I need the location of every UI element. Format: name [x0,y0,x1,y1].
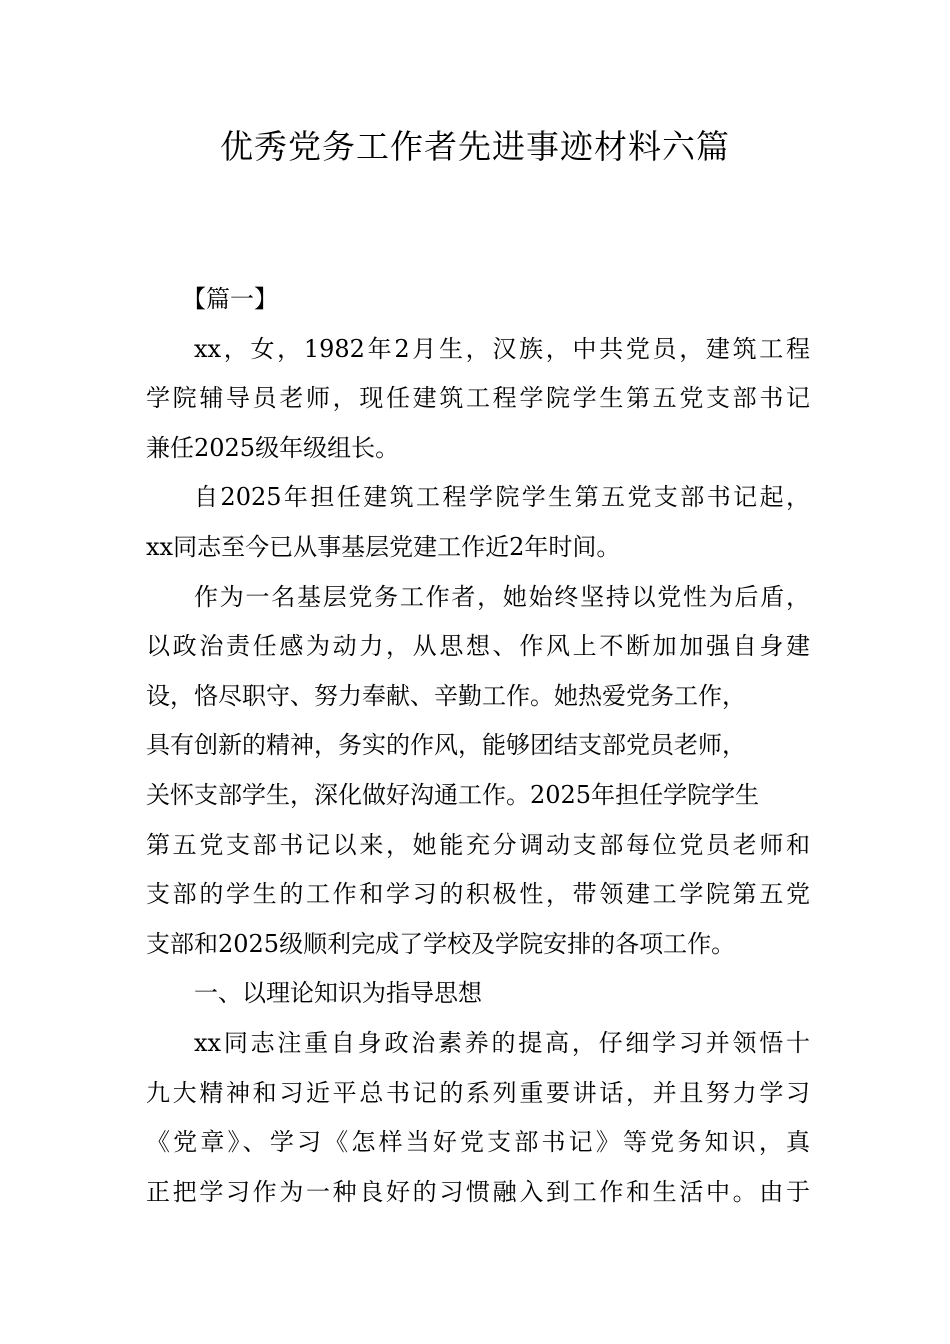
paragraph-line: 九大精神和习近平总书记的系列重要讲话，并且努力学习 [146,1078,810,1107]
paragraph-line: 支部和2025级顺利完成了学校及学院安排的各项工作。 [146,929,736,958]
paragraph-line: 正把学习作为一种良好的习惯融入到工作和生活中。由于 [146,1177,810,1206]
document-body [146,275,810,1217]
paragraph-line: 支部的学生的工作和学习的积极性，带领建工学院第五党 [146,880,810,909]
paragraph-line: 第五党支部书记以来，她能充分调动支部每位党员老师和 [146,830,810,859]
paragraph-line: xx同志注重自身政治素养的提高，仔细学习并领悟十 [194,1028,810,1057]
paragraph-line: 学院辅导员老师，现任建筑工程学院学生第五党支部书记 [146,384,810,413]
paragraph-line: 作为一名基层党务工作者，她始终坚持以党性为后盾， [194,582,810,611]
paragraph-line: 自2025年担任建筑工程学院学生第五党支部书记起， [194,483,810,512]
paragraph-line: xx同志至今已从事基层党建工作近2年时间。 [146,532,621,561]
section-label: 【篇一】 [182,285,278,313]
paragraph-line: 兼任2025级年级组长。 [146,433,400,462]
paragraph-line: 关怀支部学生，深化做好沟通工作。2025年担任学院学生 [146,780,760,809]
paragraph-line: 《党章》、学习《怎样当好党支部书记》等党务知识，真 [146,1128,810,1157]
paragraph-line: 设，恪尽职守、努力奉献、辛勤工作。她热爱党务工作， [146,681,746,710]
section-heading: 一、以理论知识为指导思想 [194,979,482,1008]
paragraph-line: xx，女，1982年2月生，汉族，中共党员，建筑工程 [194,334,810,363]
paragraph-line: 以政治责任感为动力，从思想、作风上不断加加强自身建 [146,632,810,661]
paragraph-line: 具有创新的精神，务实的作风，能够团结支部党员老师， [146,731,746,760]
document-title: 优秀党务工作者先进事迹材料六篇 [220,127,730,166]
